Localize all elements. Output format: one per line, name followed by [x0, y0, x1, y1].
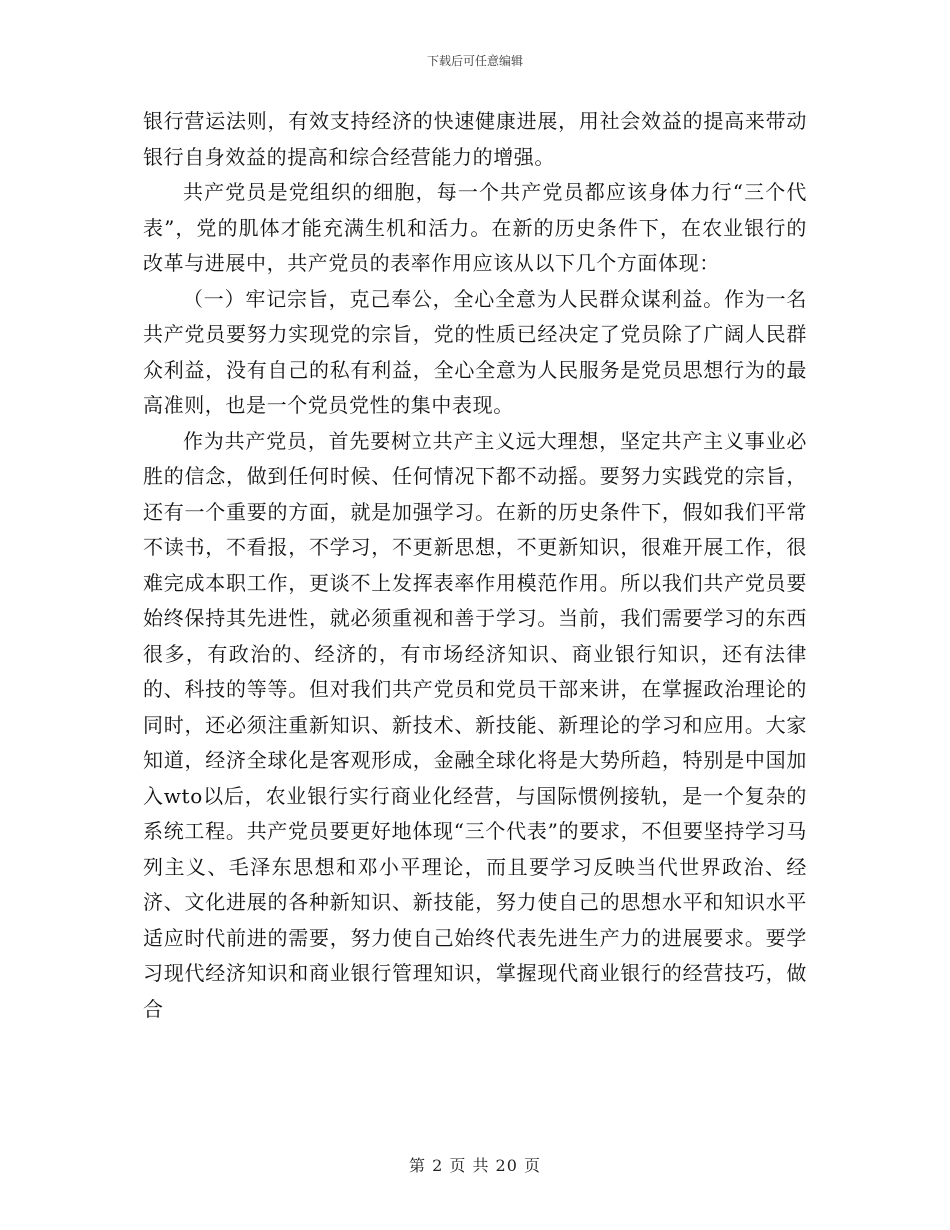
page-footer: 第 2 页 共 20 页 — [409, 1156, 541, 1175]
document-body — [143, 104, 807, 1027]
page-header: 下载后可任意编辑 — [426, 54, 523, 68]
paragraph: 共产党员是党组织的细胞，每一个共产党员都应该身体力行“三个代表”，党的肌体才能充满生机和活力。在新的历史条件下，在农业银行的改革与进展中，共产党员的表率作用应该从以下几个方面体现： — [143, 180, 807, 275]
paragraph-continuation: 银行营运法则，有效支持经济的快速健康进展，用社会效益的提高来带动银行自身效益的提高和综合经营能力的增强。 — [143, 109, 807, 169]
paragraph: 作为共产党员，首先要树立共产主义远大理想，坚定共产主义事业必胜的信念，做到任何时候、任何情况下都不动摇。要努力实践党的宗旨，还有一个重要的方面，就是加强学习。在新的历史条件下，假如我们平常不读书，不看报，不学习，不更新思想，不更新知识，很难开展工作，很难完成本职工作，更谈不上发挥表率作用模范作用。所以我们共产党员要始终保持其先进性，就必须重视和善于学习。当前，我们需要学习的东西很多，有政治的、经济的，有市场经济知识、商业银行知识，还有法律的、科技的等等。但对我们共产党员和党员干部来讲，在掌握政治理论的同时，还必须注重新知识、新技术、新技能、新理论的学习和应用。大家知道，经济全球化是客观形成，金融全球化将是大势所趋，特别是中国加入wto以后，农业银行实行商业化经营，与国际惯例接轨，是一个复杂的系统工程。共产党员要更好地体现“三个代表”的要求，不但要坚持学习马列主义、毛泽东思想和邓小平理论，而且要学习反映当代世界政治、经济、文化进展的各种新知识、新技能，努力使自己的思想水平和知识水平适应时代前进的需要，努力使自己始终代表先进生产力的进展要求。要学习现代经济知识和商业银行管理知识，掌握现代商业银行的经营技巧，做合 — [143, 428, 807, 1021]
paragraph: （一）牢记宗旨，克己奉公，全心全意为人民群众谋利益。作为一名共产党员要努力实现党的宗旨，党的性质已经决定了党员除了广阔人民群众利益，没有自己的私有利益，全心全意为人民服务是党员思想行为的最高准则，也是一个党员党性的集中表现。 — [143, 286, 807, 417]
